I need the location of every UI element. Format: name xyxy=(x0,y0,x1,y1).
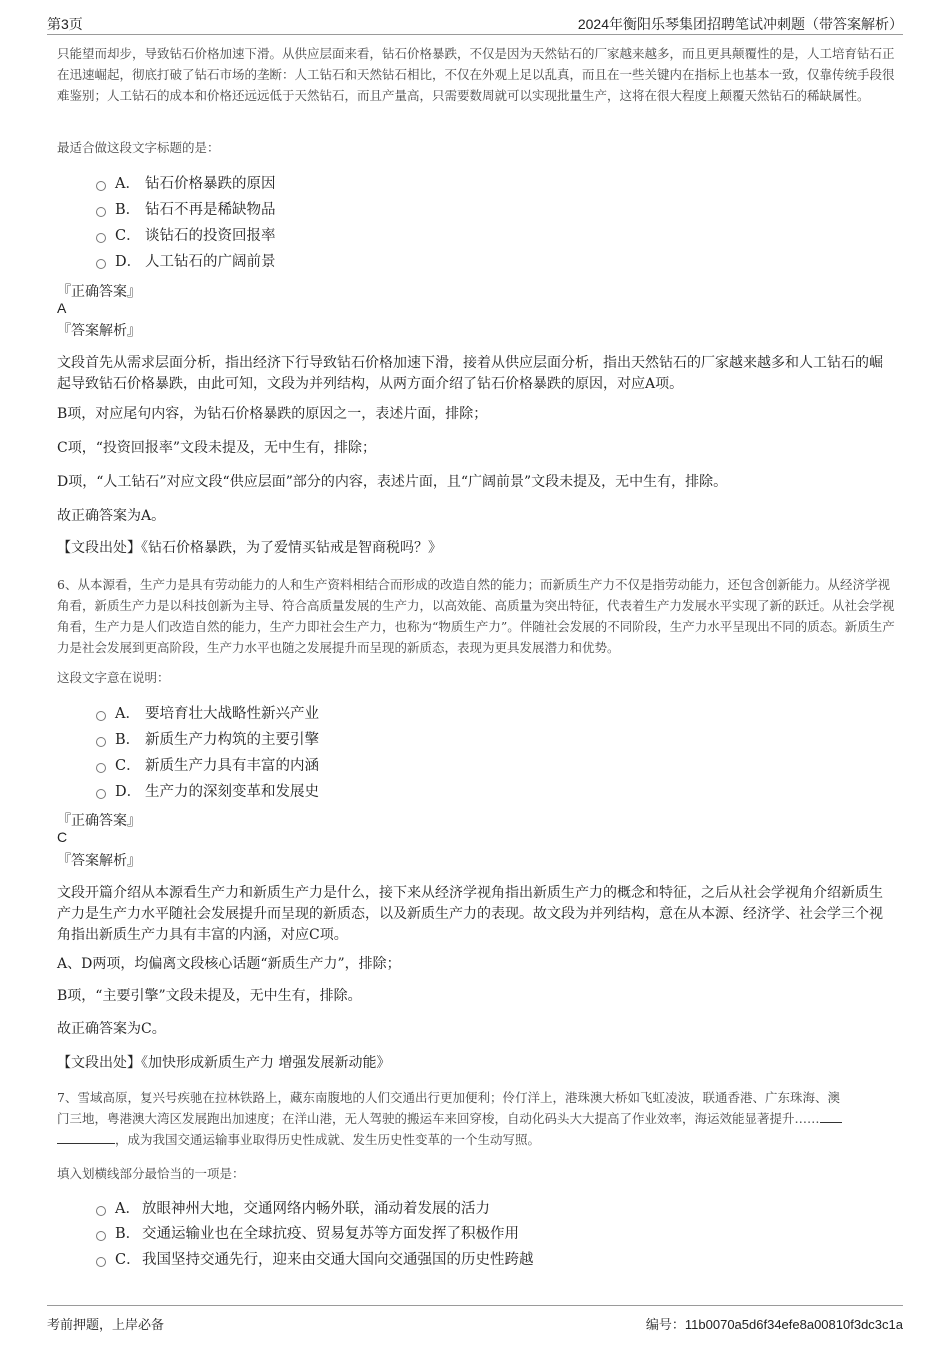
q7-option-b[interactable]: B． 交通运输业也在全球抗疫、贸易复苏等方面发挥了积极作用 xyxy=(96,1223,519,1245)
q6-analysis-label: 『答案解析』 xyxy=(57,853,141,869)
fill-blank xyxy=(57,1129,115,1144)
q6-analysis-3: B项，“主要引擎”文段未提及，无中生有，排除。 xyxy=(57,988,362,1004)
q6-option-b[interactable]: B． 新质生产力构筑的主要引擎 xyxy=(96,729,319,751)
q5-answer-label: 『正确答案』 xyxy=(57,284,141,300)
q6-analysis-1: 文段开篇介绍从本源看生产力和新质生产力是什么，接下来从经济学视角指出新质生产力的概念和特征，之后从社会学视角介绍新质生产力是生产力水平随社会发展提升而呈现的新质态，以及新质生产力的表现。故文段为并列结构，意在从本源、经济学、社会学三个视角指出新质生产力具有丰富的内涵，对应C项。 xyxy=(57,885,883,943)
q6-answer-label: 『正确答案』 xyxy=(57,813,141,829)
q5-source: 【文段出处】《钻石价格暴跌，为了爱情买钻戒是智商税吗？》 xyxy=(57,540,442,556)
radio-icon[interactable] xyxy=(96,737,106,747)
page-header xyxy=(47,10,903,35)
q5-option-d[interactable]: D． 人工钻石的广阔前景 xyxy=(96,251,276,273)
q6-option-c[interactable]: C． 新质生产力具有丰富的内涵 xyxy=(96,755,319,777)
q5-analysis-2: B项，对应尾句内容，为钻石价格暴跌的原因之一，表述片面，排除； xyxy=(57,406,488,422)
q6-source: 【文段出处】《加快形成新质生产力 增强发展新动能》 xyxy=(57,1055,391,1071)
q5-option-c[interactable]: C． 谈钻石的投资回报率 xyxy=(96,225,276,247)
q5-analysis-3: C项，“投资回报率”文段未提及，无中生有，排除； xyxy=(57,440,377,456)
q5-passage: 只能望而却步，导致钻石价格加速下滑。从供应层面来看，钻石价格暴跌，不仅是因为天然钻石的厂家越来越多，而且更具颠覆性的是，人工培育钻石正在迅速崛起，彻底打破了钻石市场的垄断：人工钻石和天然钻石相比，不仅在外观上足以乱真，而且在一些关键内在指标上也基本一致，仅靠传统手段很难鉴别；人工钻石的成本和价格还远远低于天然钻石，而且产量高，只需要数周就可以实现批量生产，这将在很大程度上颠覆天然钻石的稀缺属性。 xyxy=(57,46,895,103)
radio-icon[interactable] xyxy=(96,233,106,243)
q7-passage-line-3: ，成为我国交通运输事业取得历史性成就、发生历史性变革的一个生动写照。 xyxy=(57,1129,540,1150)
q7-passage-line-1: 7、雪域高原，复兴号疾驰在拉林铁路上，藏东南腹地的人们交通出行更加便利；伶仃洋上，港珠澳大桥如飞虹凌波，联通香港、广东珠海、澳 xyxy=(57,1090,840,1105)
radio-icon[interactable] xyxy=(96,207,106,217)
q6-passage: 6、从本源看，生产力是具有劳动能力的人和生产资料相结合而形成的改造自然的能力；而新质生产力不仅是指劳动能力，还包含创新能力。从经济学视角看，新质生产力是以科技创新为主导、符合高质量发展的生产力，以高效能、高质量为突出特征，代表着生产力发展水平实现了新的跃迁。从社会学视角看，生产力是人们改造自然的能力，生产力即社会生产力，也称为“物质生产力”。伴随社会发展的不同阶段，生产力水平呈现出不同的质态。新质生产力是社会发展到更高阶段，生产力水平也随之发展提升而呈现的新质态，表现为更具发展潜力和优势。 xyxy=(57,577,895,655)
q5-answer: A xyxy=(57,300,67,316)
radio-icon[interactable] xyxy=(96,763,106,773)
q6-option-a[interactable]: A． 要培育壮大战略性新兴产业 xyxy=(96,703,319,725)
fill-blank xyxy=(820,1108,842,1123)
document-title: 2024年衡阳乐琴集团招聘笔试冲刺题（带答案解析） xyxy=(577,16,903,32)
q5-analysis-4: D项，“人工钻石”对应文段“供应层面”部分的内容，表述片面，且“广阔前景”文段未提及，无中生有，排除。 xyxy=(57,474,728,490)
q7-passage-line-2: 门三地，粤港澳大湾区发展跑出加速度；在洋山港，无人驾驶的搬运车来回穿梭，自动化码头大大提高了作业效率，海运效能显著提升…… xyxy=(57,1108,842,1129)
q6-answer: C xyxy=(57,829,68,845)
q5-analysis-5: 故正确答案为A。 xyxy=(57,508,166,524)
q7-option-a[interactable]: A． 放眼神州大地，交通网络内畅外联，涌动着发展的活力 xyxy=(96,1198,490,1220)
q7-question: 填入划横线部分最恰当的一项是： xyxy=(57,1166,245,1181)
document-id: 编号：11b0070a5d6f34efe8a00810f3dc3c1a xyxy=(645,1317,903,1332)
page-footer xyxy=(47,1305,903,1330)
radio-icon[interactable] xyxy=(96,1231,106,1241)
q5-question: 最适合做这段文字标题的是： xyxy=(57,140,220,155)
radio-icon[interactable] xyxy=(96,789,106,799)
radio-icon[interactable] xyxy=(96,1206,106,1216)
q6-option-d[interactable]: D． 生产力的深刻变革和发展史 xyxy=(96,781,319,803)
q6-analysis-4: 故正确答案为C。 xyxy=(57,1021,166,1037)
radio-icon[interactable] xyxy=(96,259,106,269)
q5-analysis-1: 文段首先从需求层面分析，指出经济下行导致钻石价格加速下滑，接着从供应层面分析，指出天然钻石的厂家越来越多和人工钻石的崛起导致钻石价格暴跌，由此可知，文段为并列结构，从两方面介绍了钻石价格暴跌的原因，对应A项。 xyxy=(57,355,883,392)
radio-icon[interactable] xyxy=(96,711,106,721)
radio-icon[interactable] xyxy=(96,181,106,191)
q5-option-b[interactable]: B． 钻石不再是稀缺物品 xyxy=(96,199,276,221)
q5-option-a[interactable]: A． 钻石价格暴跌的原因 xyxy=(96,173,276,195)
q7-option-c[interactable]: C．我国坚持交通先行，迎来由交通大国向交通强国的历史性跨越 xyxy=(96,1249,534,1271)
q6-question: 这段文字意在说明： xyxy=(57,670,170,685)
q5-analysis-label: 『答案解析』 xyxy=(57,323,141,339)
footer-slogan: 考前押题，上岸必备 xyxy=(47,1317,165,1332)
radio-icon[interactable] xyxy=(96,1257,106,1267)
q6-analysis-2: A、D两项，均偏离文段核心话题“新质生产力”，排除； xyxy=(57,956,401,972)
page-number: 第3页 xyxy=(47,16,83,32)
